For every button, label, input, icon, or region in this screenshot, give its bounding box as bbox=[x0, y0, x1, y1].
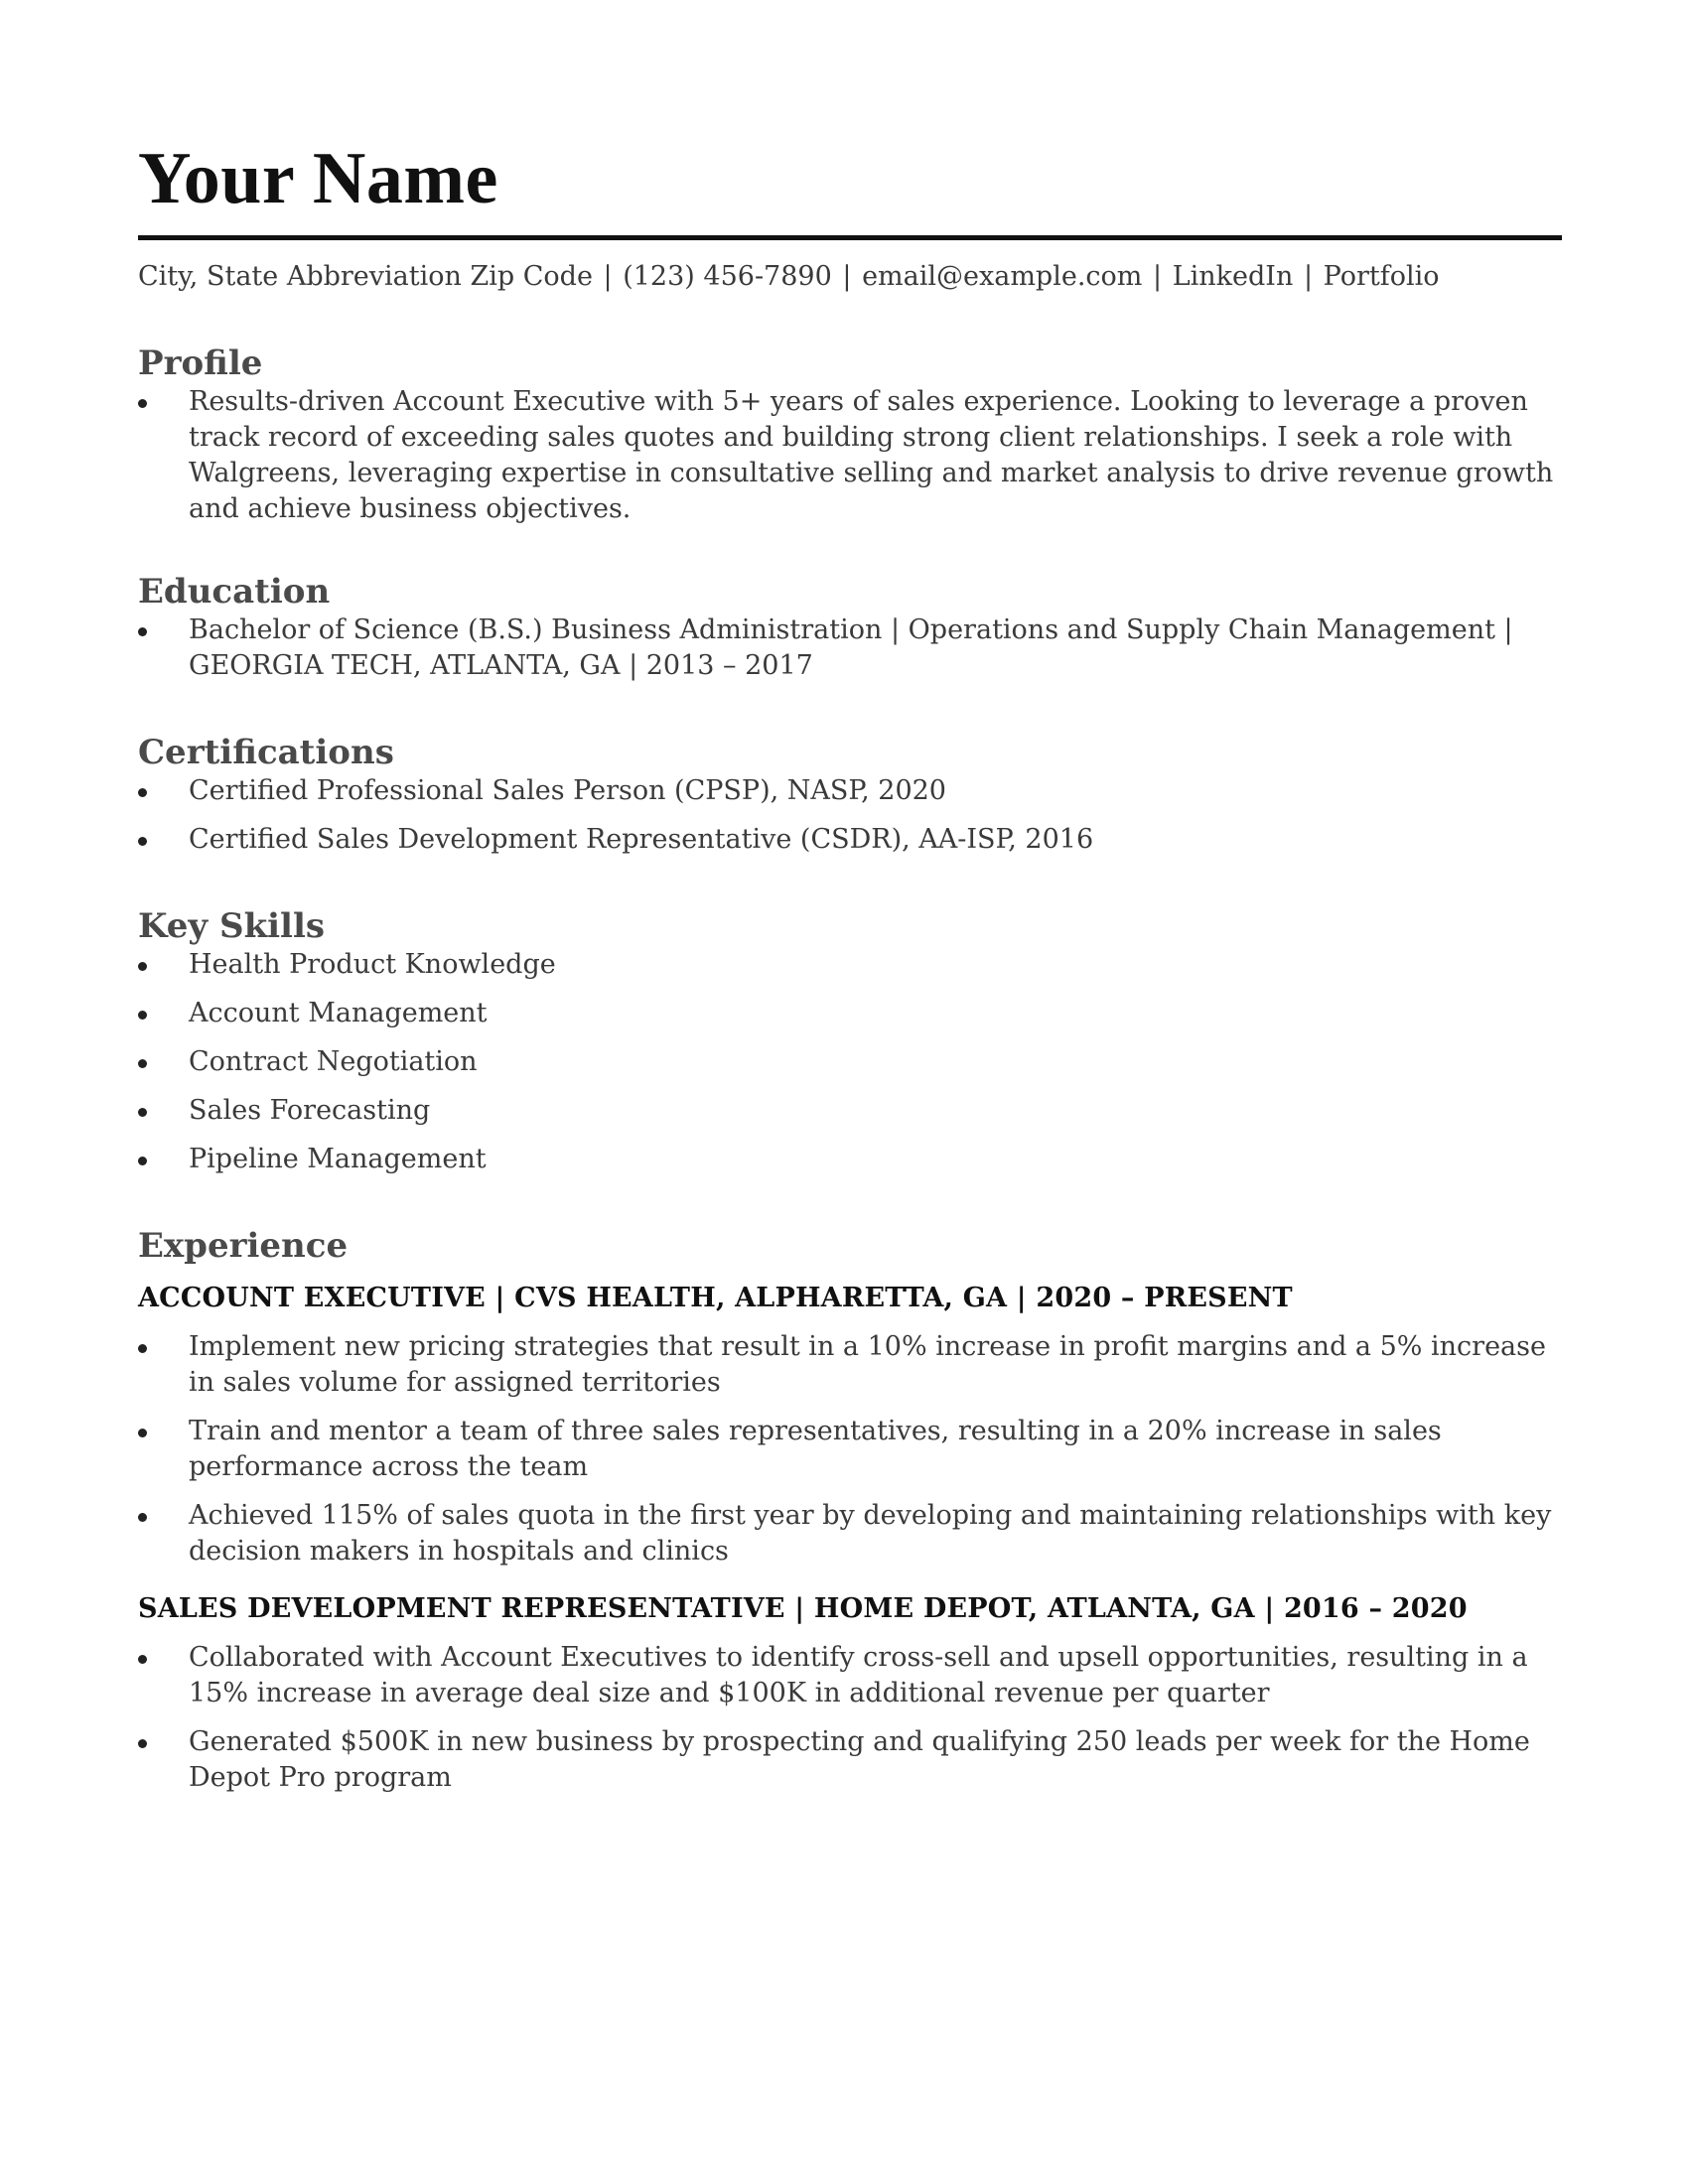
list-item bbox=[138, 1414, 1562, 1485]
list-item bbox=[138, 613, 1562, 684]
bullet-icon bbox=[138, 1011, 147, 1020]
list-item bbox=[138, 1640, 1562, 1711]
certifications-section bbox=[138, 732, 1562, 858]
experience-section bbox=[138, 1225, 1562, 1796]
list-item-text: Achieved 115% of sales quota in the first year by developing and maintaining relationships with key decision makers in hospitals and clinics bbox=[189, 1500, 1552, 1567]
job-heading: SALES DEVELOPMENT REPRESENTATIVE | HOME DEPOT, ATLANTA, GA | 2016 – 2020 bbox=[138, 1593, 1468, 1624]
bullet-icon bbox=[138, 962, 147, 971]
bullet-icon bbox=[138, 1108, 147, 1117]
list-item-text: Implement new pricing strategies that result in a 10% increase in profit margins and a 5% increase in sales volume for assigned territories bbox=[189, 1331, 1546, 1398]
job-bullets bbox=[138, 1640, 1562, 1796]
contact-line bbox=[138, 259, 1562, 295]
list-item bbox=[138, 773, 1562, 809]
list-item-text: Train and mentor a team of three sales representatives, resulting in a 20% increase in sales performance across the team bbox=[189, 1416, 1442, 1482]
contact-separator: | bbox=[842, 261, 852, 292]
bullet-icon bbox=[138, 1513, 147, 1522]
contact-location: City, State Abbreviation Zip Code bbox=[138, 261, 593, 292]
contact-separator: | bbox=[603, 261, 613, 292]
contact-separator: | bbox=[1303, 261, 1314, 292]
education-section bbox=[138, 571, 1562, 684]
profile-list bbox=[138, 384, 1562, 527]
contact-email[interactable]: email@example.com bbox=[862, 261, 1143, 292]
bullet-icon bbox=[138, 1344, 147, 1353]
section-title-certifications: Certifications bbox=[138, 733, 394, 772]
bullet-icon bbox=[138, 1059, 147, 1068]
list-item-text: Health Product Knowledge bbox=[189, 949, 556, 980]
list-item-text: Certified Professional Sales Person (CPSP), NASP, 2020 bbox=[189, 775, 946, 806]
list-item-text: Bachelor of Science (B.S.) Business Administration | Operations and Supply Chain Management | GEORGIA TECH, ATLANTA, GA | 2013 – 2017 bbox=[189, 614, 1513, 681]
skills-list bbox=[138, 947, 1562, 1177]
list-item bbox=[138, 947, 1562, 983]
list-item-text: Pipeline Management bbox=[189, 1144, 487, 1174]
list-item bbox=[138, 1093, 1562, 1129]
list-item bbox=[138, 1498, 1562, 1570]
list-item bbox=[138, 822, 1562, 858]
contact-phone: (123) 456-7890 bbox=[623, 261, 832, 292]
list-item-text: Sales Forecasting bbox=[189, 1095, 431, 1126]
contact-portfolio-link[interactable]: Portfolio bbox=[1323, 261, 1440, 292]
job-heading: ACCOUNT EXECUTIVE | CVS HEALTH, ALPHARETTA, GA | 2020 – PRESENT bbox=[138, 1283, 1293, 1313]
contact-separator: | bbox=[1153, 261, 1163, 292]
list-item bbox=[138, 996, 1562, 1031]
header-divider bbox=[138, 235, 1562, 240]
bullet-icon bbox=[138, 837, 147, 846]
list-item-text: Collaborated with Account Executives to identify cross-sell and upsell opportunities, resulting in a 15% increase in average deal size and $100K in additional revenue per quarter bbox=[189, 1642, 1528, 1708]
list-item bbox=[138, 384, 1562, 527]
list-item-text: Results-driven Account Executive with 5+ years of sales experience. Looking to leverage a proven track record of exceeding sales quotes and building strong client relationships. I seek a role with Walgreens, leveraging expertise in consultative selling and market analysis to drive revenue growth and achieve business objectives. bbox=[189, 386, 1554, 524]
bullet-icon bbox=[138, 627, 147, 636]
job-bullets bbox=[138, 1329, 1562, 1570]
bullet-icon bbox=[138, 1739, 147, 1748]
certifications-list bbox=[138, 773, 1562, 858]
bullet-icon bbox=[138, 788, 147, 797]
list-item bbox=[138, 1142, 1562, 1177]
list-item-text: Certified Sales Development Representative (CSDR), AA-ISP, 2016 bbox=[189, 824, 1094, 855]
section-title-profile: Profile bbox=[138, 343, 263, 383]
bullet-icon bbox=[138, 1429, 147, 1437]
bullet-icon bbox=[138, 399, 147, 408]
contact-linkedin-link[interactable]: LinkedIn bbox=[1172, 261, 1294, 292]
profile-section bbox=[138, 342, 1562, 527]
list-item-text: Account Management bbox=[189, 998, 488, 1028]
section-title-education: Education bbox=[138, 572, 331, 612]
resume-page bbox=[138, 137, 1562, 1796]
list-item bbox=[138, 1044, 1562, 1080]
list-item bbox=[138, 1329, 1562, 1401]
bullet-icon bbox=[138, 1655, 147, 1664]
section-title-experience: Experience bbox=[138, 1226, 349, 1266]
education-list bbox=[138, 613, 1562, 684]
section-title-skills: Key Skills bbox=[138, 906, 326, 946]
list-item-text: Contract Negotiation bbox=[189, 1046, 478, 1077]
list-item bbox=[138, 1724, 1562, 1796]
list-item-text: Generated $500K in new business by prospecting and qualifying 250 leads per week for the Home Depot Pro program bbox=[189, 1726, 1530, 1793]
skills-section bbox=[138, 905, 1562, 1177]
candidate-name: Your Name bbox=[138, 138, 498, 219]
bullet-icon bbox=[138, 1157, 147, 1165]
